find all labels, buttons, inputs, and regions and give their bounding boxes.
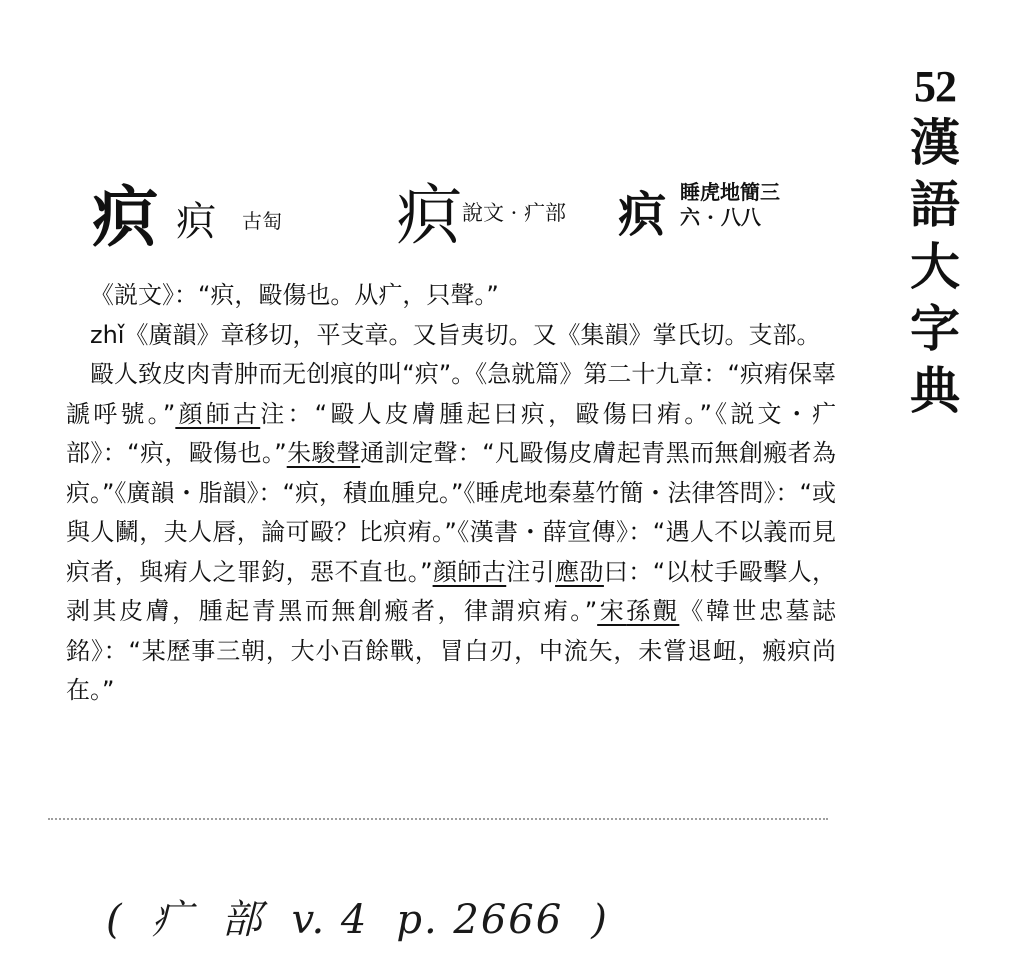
title-char: 字: [910, 299, 960, 358]
headword: 疻: [92, 178, 158, 256]
volume: v. 4: [291, 897, 369, 943]
definition-text: 《韓世忠墓誌銘》：“某歷事三朝，大小百餘戰，冒白刃，中流矢，未嘗退衄，瘢疻尚在。”: [66, 597, 837, 704]
paren-close: ): [591, 897, 609, 943]
definition-text: 通訓定聲：“凡毆傷皮膚起青黑而無創瘢者為疻。”《廣韻・脂韻》：“疻，積血腫皃。”《睡虎地秦墓竹簡・法律答問》：“或與人鬭，夬人唇，論可毆？比疻痏。”《漢書・薛宣傳》：“遇人不以義而見疻者，與痏人之罪鈞，惡不直也。”: [66, 439, 837, 586]
person-name: 顔師古: [175, 399, 261, 428]
definition-text: 注：“毆人皮膚腫起曰疻，毆傷曰痏。”《説文・疒部》：“疻，毆傷也。”: [66, 399, 837, 467]
shuowen-label: 說文 · 疒部: [462, 201, 567, 225]
divider: [48, 818, 828, 820]
person-name: 應劭: [555, 557, 604, 586]
person-name: 顔師古: [432, 557, 507, 586]
citation-shuowen: 《説文》：“疻，毆傷也。从疒，只聲。”: [90, 281, 499, 309]
title-char: 典: [910, 361, 960, 420]
radical: 疒: [151, 897, 194, 943]
definition-text: 注引: [506, 557, 556, 586]
person-name: 朱駿聲: [286, 439, 361, 467]
pronunciation: zhǐ《廣韻》章移切，平支章。又旨夷切。又《集韻》掌氏切。支部。: [90, 320, 821, 349]
person-name: 孫覿: [626, 597, 680, 625]
definition-text: 曰：“以杖手毆擊人，剥其皮膚，腫起青黑而無創瘢者，律謂疻痏。”: [66, 557, 837, 625]
shuihu-label: [680, 180, 780, 230]
definition-text: 毆人致皮肉青肿而无创痕的叫“疻”。《急就篇》第二十九章：“疻痏保辜謕呼號。”: [66, 360, 836, 428]
radical-part: 部: [221, 897, 264, 943]
title-char: 大: [910, 237, 960, 296]
page-number: 52: [914, 62, 956, 111]
dynasty-name: 宋: [597, 597, 627, 625]
paren-open: (: [106, 897, 124, 943]
guwen-label: 古匋: [242, 209, 282, 233]
entry-body: [66, 276, 836, 711]
shuowen-glyph: 疻: [396, 177, 462, 254]
shuihu-glyph: 疻: [618, 187, 667, 243]
definition: [66, 355, 836, 711]
handwritten-reference: [106, 888, 637, 945]
title-char: 漢: [910, 113, 960, 172]
title-char: 語: [910, 175, 960, 234]
shuihu-label-line1: 睡虎地簡三: [680, 180, 780, 204]
guwen-glyph: 疻: [176, 199, 216, 245]
dictionary-title: [900, 62, 970, 422]
shuihu-label-line2: 六 · 八八: [680, 205, 761, 229]
page-ref: p. 2666: [396, 897, 564, 943]
